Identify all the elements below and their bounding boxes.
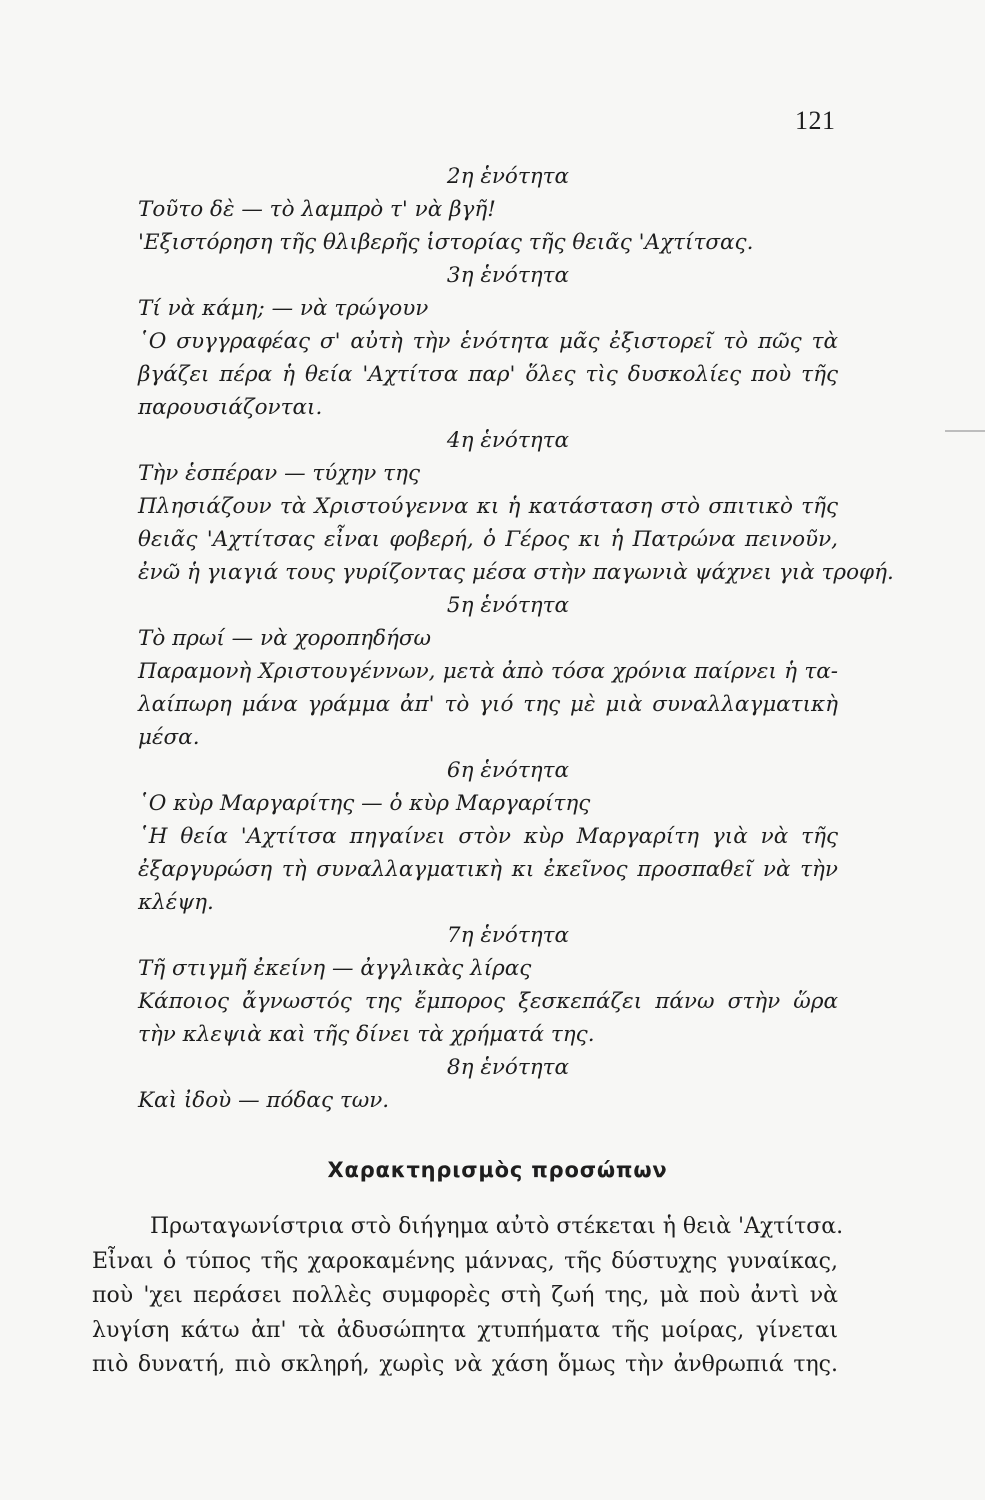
sections-block <box>138 160 894 1117</box>
body-line: Πρωταγωνίστρια στὸ διήγημα αὐτὸ στέκεται ἡ θειὰ 'Αχτίτσα. <box>150 1214 844 1239</box>
section-summary-line: λαίπωρη μάνα γράμμα ἀπ' τὸ γιό της μὲ μιὰ συναλλαγματικὴ <box>138 692 838 717</box>
section-heading: 8η ἑνότητα <box>446 1055 570 1080</box>
section-subtitle: Τοῦτο δὲ — τὸ λαμπρὸ τ' νὰ βγῆ! <box>138 197 496 222</box>
section-summary-line: Πλησιάζουν τὰ Χριστούγεννα κι ἡ κατάσταση στὸ σπιτικὸ τῆς <box>138 494 838 519</box>
page-edge-mark <box>945 430 985 432</box>
section-summary-line: Κάποιος ἄγνωστός της ἔμπορος ξεσκεπάζει πάνω στὴν ὥρα <box>138 989 838 1014</box>
section-heading: 4η ἑνότητα <box>446 428 570 453</box>
section-heading: 7η ἑνότητα <box>446 923 570 948</box>
section-heading: 3η ἑνότητα <box>446 263 570 288</box>
section-summary-line: ἐξαργυρώση τὴ συναλλαγματικὴ κι ἐκεῖνος προσπαθεῖ νὰ τὴν <box>138 857 838 882</box>
section-subtitle: ῾Ο κὺρ Μαργαρίτης — ὁ κὺρ Μαργαρίτης <box>138 791 591 816</box>
section-summary-line: τὴν κλεψιὰ καὶ τῆς δίνει τὰ χρήματά της. <box>138 1022 595 1047</box>
section-summary-line: παρουσιάζονται. <box>138 395 323 420</box>
section-summary-line: ἐνῶ ἡ γιαγιά τους γυρίζοντας μέσα στὴν παγωνιὰ ψάχνει γιὰ τροφή. <box>138 560 894 585</box>
section-heading: 5η ἑνότητα <box>446 593 570 618</box>
characterization-body <box>92 1210 844 1383</box>
body-line: Εἶναι ὁ τύπος τῆς χαροκαμένης μάννας, τῆς δύστυχης γυναίκας, <box>92 1248 838 1274</box>
body-line: πιὸ δυνατή, πιὸ σκληρή, χωρὶς νὰ χάση ὅμως τὴν ἀνθρωπιά της. <box>92 1352 838 1377</box>
section-subtitle: Τὸ πρωί — νὰ χοροπηδήσω <box>138 626 432 651</box>
section-heading: 2η ἑνότητα <box>446 164 570 189</box>
section-subtitle: Τὴν ἑσπέραν — τύχην της <box>138 461 420 486</box>
section-summary-line: ῾Η θεία 'Αχτίτσα πηγαίνει στὸν κὺρ Μαργαρίτη γιὰ νὰ τῆς <box>138 824 838 849</box>
section-summary-line: θειᾶς 'Αχτίτσας εἶναι φοβερή, ὁ Γέρος κι ἡ Πατρώνα πεινοῦν, <box>138 527 838 552</box>
page-number: 121 <box>795 106 836 135</box>
section-subtitle: Τί νὰ κάμη; — νὰ τρώγουν <box>138 296 429 321</box>
section-summary-line: κλέψη. <box>138 890 214 915</box>
section-subtitle: Τῆ στιγμῆ ἐκείνη — ἀγγλικὰς λίρας <box>138 956 532 981</box>
characterization-heading: Χαρακτηρισμὸς προσώπων <box>327 1158 668 1182</box>
body-line: λυγίση κάτω ἀπ' τὰ ἀδυσώπητα χτυπήματα τῆς μοίρας, γίνεται <box>92 1317 838 1343</box>
body-line: ποὺ 'χει περάσει πολλὲς συμφορὲς στὴ ζωή της, μὰ ποὺ ἀντὶ νὰ <box>92 1283 838 1308</box>
section-summary-line: 'Εξιστόρηση τῆς θλιβερῆς ἱστορίας τῆς θειᾶς 'Αχτίτσας. <box>138 230 754 255</box>
section-summary-line: Παραμονὴ Χριστουγέννων, μετὰ ἀπὸ τόσα χρόνια παίρνει ἡ τα- <box>138 659 838 684</box>
section-heading: 6η ἑνότητα <box>446 758 570 783</box>
section-summary-line: βγάζει πέρα ἡ θεία 'Αχτίτσα παρ' ὅλες τὶς δυσκολίες ποὺ τῆς <box>138 362 838 387</box>
section-summary-line: μέσα. <box>138 725 200 750</box>
section-subtitle: Καὶ ἰδοὺ — πόδας των. <box>138 1088 390 1113</box>
section-summary-line: ῾Ο συγγραφέας σ' αὐτὴ τὴν ἑνότητα μᾶς ἐξιστορεῖ τὸ πῶς τὰ <box>138 329 838 354</box>
